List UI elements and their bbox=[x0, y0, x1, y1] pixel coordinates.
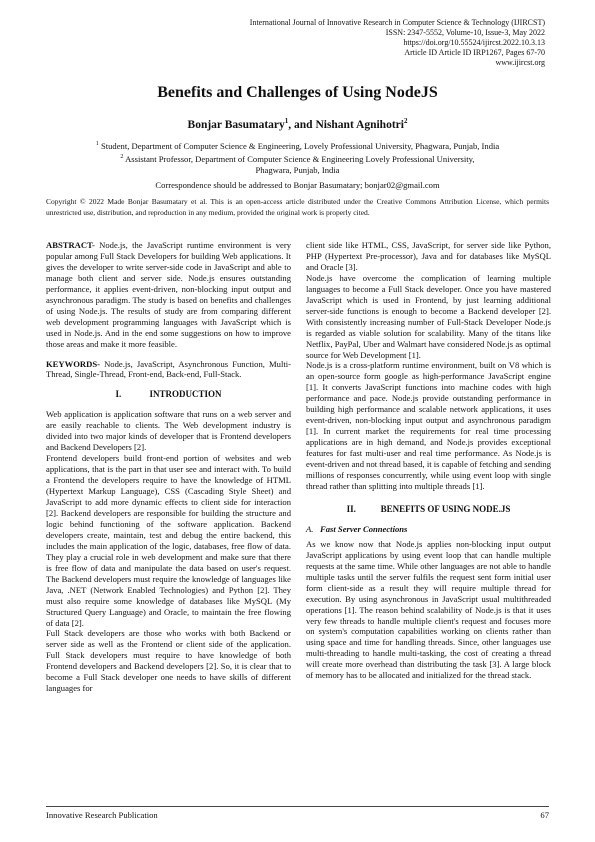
keywords-label: KEYWORDS- bbox=[46, 358, 100, 369]
author-2-sup: 2 bbox=[403, 117, 408, 125]
author-1-sup: 1 bbox=[284, 117, 289, 125]
subsection-number: A. bbox=[306, 523, 314, 534]
author-separator: , and bbox=[288, 118, 316, 131]
journal-header bbox=[145, 18, 545, 68]
affiliation-1 bbox=[40, 139, 555, 152]
footer-divider bbox=[46, 806, 549, 807]
section-1-number: I. bbox=[115, 389, 122, 400]
intro-paragraph-5: Node.js is a cross-platform runtime environment, built on V8 which is an open-source form google as high-performance JavaScript engine [1]. It converts JavaScript functions into machine codes with high performance and pace. Node.js provide outstanding performance in building high performance and scalable network applications, it uses event-driven, non-blocking input output and asynchronous paradigm [1]. In current market the requirements for real time processing applications are in high demand, and Node.js provides exceptional features for fast multi-user and real time performance. As Node.js is event-driven and not thread based, it is capable of fetching and sending millions of responses concurrently, while using event loop with single thread rather than splitting into multiple threads [1]. bbox=[306, 360, 551, 491]
subsection-title: Fast Server Connections bbox=[320, 523, 408, 534]
abstract-text: Node.js, the JavaScript runtime environment is very popular among Full Stack Developers for building Web applications. It gives the developer to write server-side code in JavaScript and able to manage both client and server side. Node.js ensures outstanding performance, it applies event-driven, non-blocking input output and asynchronous paradigm. The study is based on benefits and challenges of using Node.js. The results of study are from comparing different web development programming languages with JavaScript which is used in Node.js. And in the end some suggestions on how to improve those areas and make it more feasible. bbox=[46, 240, 291, 349]
benefits-paragraph-1: As we know now that Node.js applies non-blocking input output JavaScript applications by using event loop that can handle multiple requests at the same time. While other languages are not able to handle multiple tasks until the server fulfils the request sent form initial user form client-side as a result they will require multiple thread for execution. By using asynchronous in JavaScript usual multithreaded operations [1]. The reason behind scalability of Node.js is that it uses very few threads to handle multiple client's request and focuses more on system's computation capabilities working on clients rather than using space and time for handling threads. Since, other languages use multi-threading to handle multi-tasking, the cost of creating a thread will create more overhead than distributing the task [3]. A large block of memory has to be allocated and initialized for the thread stack. bbox=[306, 538, 551, 681]
issn-line: ISSN: 2347-5552, Volume-10, Issue-3, May 2022 bbox=[385, 28, 545, 37]
intro-paragraph-3-cont: client side like HTML, CSS, JavaScript, for server side like Python, PHP (Hypertext Pre-processor), Java and for databases like MySQL and Oracle [3]. bbox=[306, 240, 551, 272]
intro-paragraph-1: Web application is application software that runs on a web server and are easily reachable to clients. The Web development industry is divided into two major kinds of developer that is Frontend developers and Backend Developers [2]. bbox=[46, 409, 291, 453]
section-2-number: II. bbox=[346, 503, 356, 514]
subsection-heading-fast-server bbox=[306, 524, 551, 535]
page-number: 67 bbox=[540, 810, 549, 820]
affiliation-2-sup: 2 bbox=[120, 153, 124, 160]
journal-url[interactable]: www.ijircst.org bbox=[495, 58, 545, 67]
section-2-title: BENEFITS OF USING NODE.JS bbox=[380, 503, 511, 514]
affiliation-2 bbox=[40, 152, 555, 165]
section-heading-benefits bbox=[306, 504, 551, 515]
left-column bbox=[46, 240, 291, 694]
doi-link[interactable]: https://doi.org/10.55524/ijircst.2022.10.3.13 bbox=[403, 38, 545, 47]
article-id: Article ID Article ID IRP1267, Pages 67-70 bbox=[404, 48, 545, 57]
paper-title: Benefits and Challenges of Using NodeJS bbox=[157, 84, 438, 101]
affiliation-1-sup: 1 bbox=[95, 141, 99, 147]
abstract-label: ABSTRACT- bbox=[46, 240, 95, 250]
affiliation-2-text: Assistant Professor, Department of Computer Science & Engineering Lovely Professional University, bbox=[123, 153, 475, 164]
affiliations bbox=[40, 139, 555, 176]
intro-paragraph-2: Frontend developers build front-end portion of websites and web applications, that is the part in that user see and interact with. To build a Frontend the developers require to have the knowledge of HTML (Hypertext Markup Language), CSS (Cascading Style Sheet) and JavaScript to add more dynamic effects to client side for interaction [2]. Backend developers are responsible for building the structure and logic behind functioning of the software application. Backend developers create, maintain, test and debug the entire backend, this includes the main application of the logic, databases, free flow of data. They play a crucial role in web development and make sure that there is free flow of data and manipulate the data based on user's request. The Backend developers must require the knowledge of languages like Java, .NET (Network Enabled Technologies) and Python [2]. They must also require some knowledge of databases like MySQL (My Structured Query Language) and Oracle, to maintain the free flowing of data [2]. bbox=[46, 453, 291, 628]
journal-name: International Journal of Innovative Research in Computer Science & Technology (IJIRCST) bbox=[249, 18, 545, 27]
keywords-text: Node.js, JavaScript, Asynchronous Function, Multi-Thread, Single-Thread, Front-end, Back-end, Full-Stack. bbox=[46, 358, 291, 380]
section-heading-introduction bbox=[46, 389, 291, 400]
correspondence: Correspondence should be addressed to Bonjar Basumatary; bonjar02@gmail.com bbox=[155, 180, 440, 190]
intro-paragraph-4: Node.js have overcome the complication of learning multiple languages to become a Full Stack developer. Once you have mastered JavaScript which is used in Frontend, by just learning additional server-side functions is enough to become a Backend developer [2]. With consistently increasing number of Full-Stack Developer Node.js is regarded as viable solution for scalability. Many of the titans like Netflix, PayPal, Uber and Walmart have considered Node.js as optimal source for Web Development [1]. bbox=[306, 272, 551, 360]
keywords bbox=[46, 359, 291, 381]
copyright-notice: Copyright © 2022 Made Bonjar Basumatary et al. This is an open-access article distributed under the Creative Commons Attribution License, which permits unrestricted use, distribution, and reproduction in any medium, provided the original work is properly cited. bbox=[46, 197, 549, 217]
author-2: Nishant Agnihotri bbox=[315, 118, 404, 131]
section-1-title: INTRODUCTION bbox=[149, 389, 222, 400]
intro-paragraph-3: Full Stack developers are those who works with both Backend or server side as well as the Frontend or client side of the application. Full Stack developers must require to have knowledge of both Frontend developers and Backend developers [2]. So, it is clear that to become a Full Stack developer one needs to have skills of different languages for bbox=[46, 628, 291, 694]
author-1: Bonjar Basumatary bbox=[187, 118, 285, 131]
abstract bbox=[46, 240, 291, 350]
affiliation-2-cont: Phagwara, Punjab, India bbox=[255, 164, 340, 175]
author-line bbox=[0, 117, 595, 131]
footer-publisher: Innovative Research Publication bbox=[46, 810, 158, 820]
affiliation-1-text: Student, Department of Computer Science & Engineering, Lovely Professional University, Phagwara, Punjab, India bbox=[98, 140, 500, 151]
right-column bbox=[306, 240, 551, 681]
